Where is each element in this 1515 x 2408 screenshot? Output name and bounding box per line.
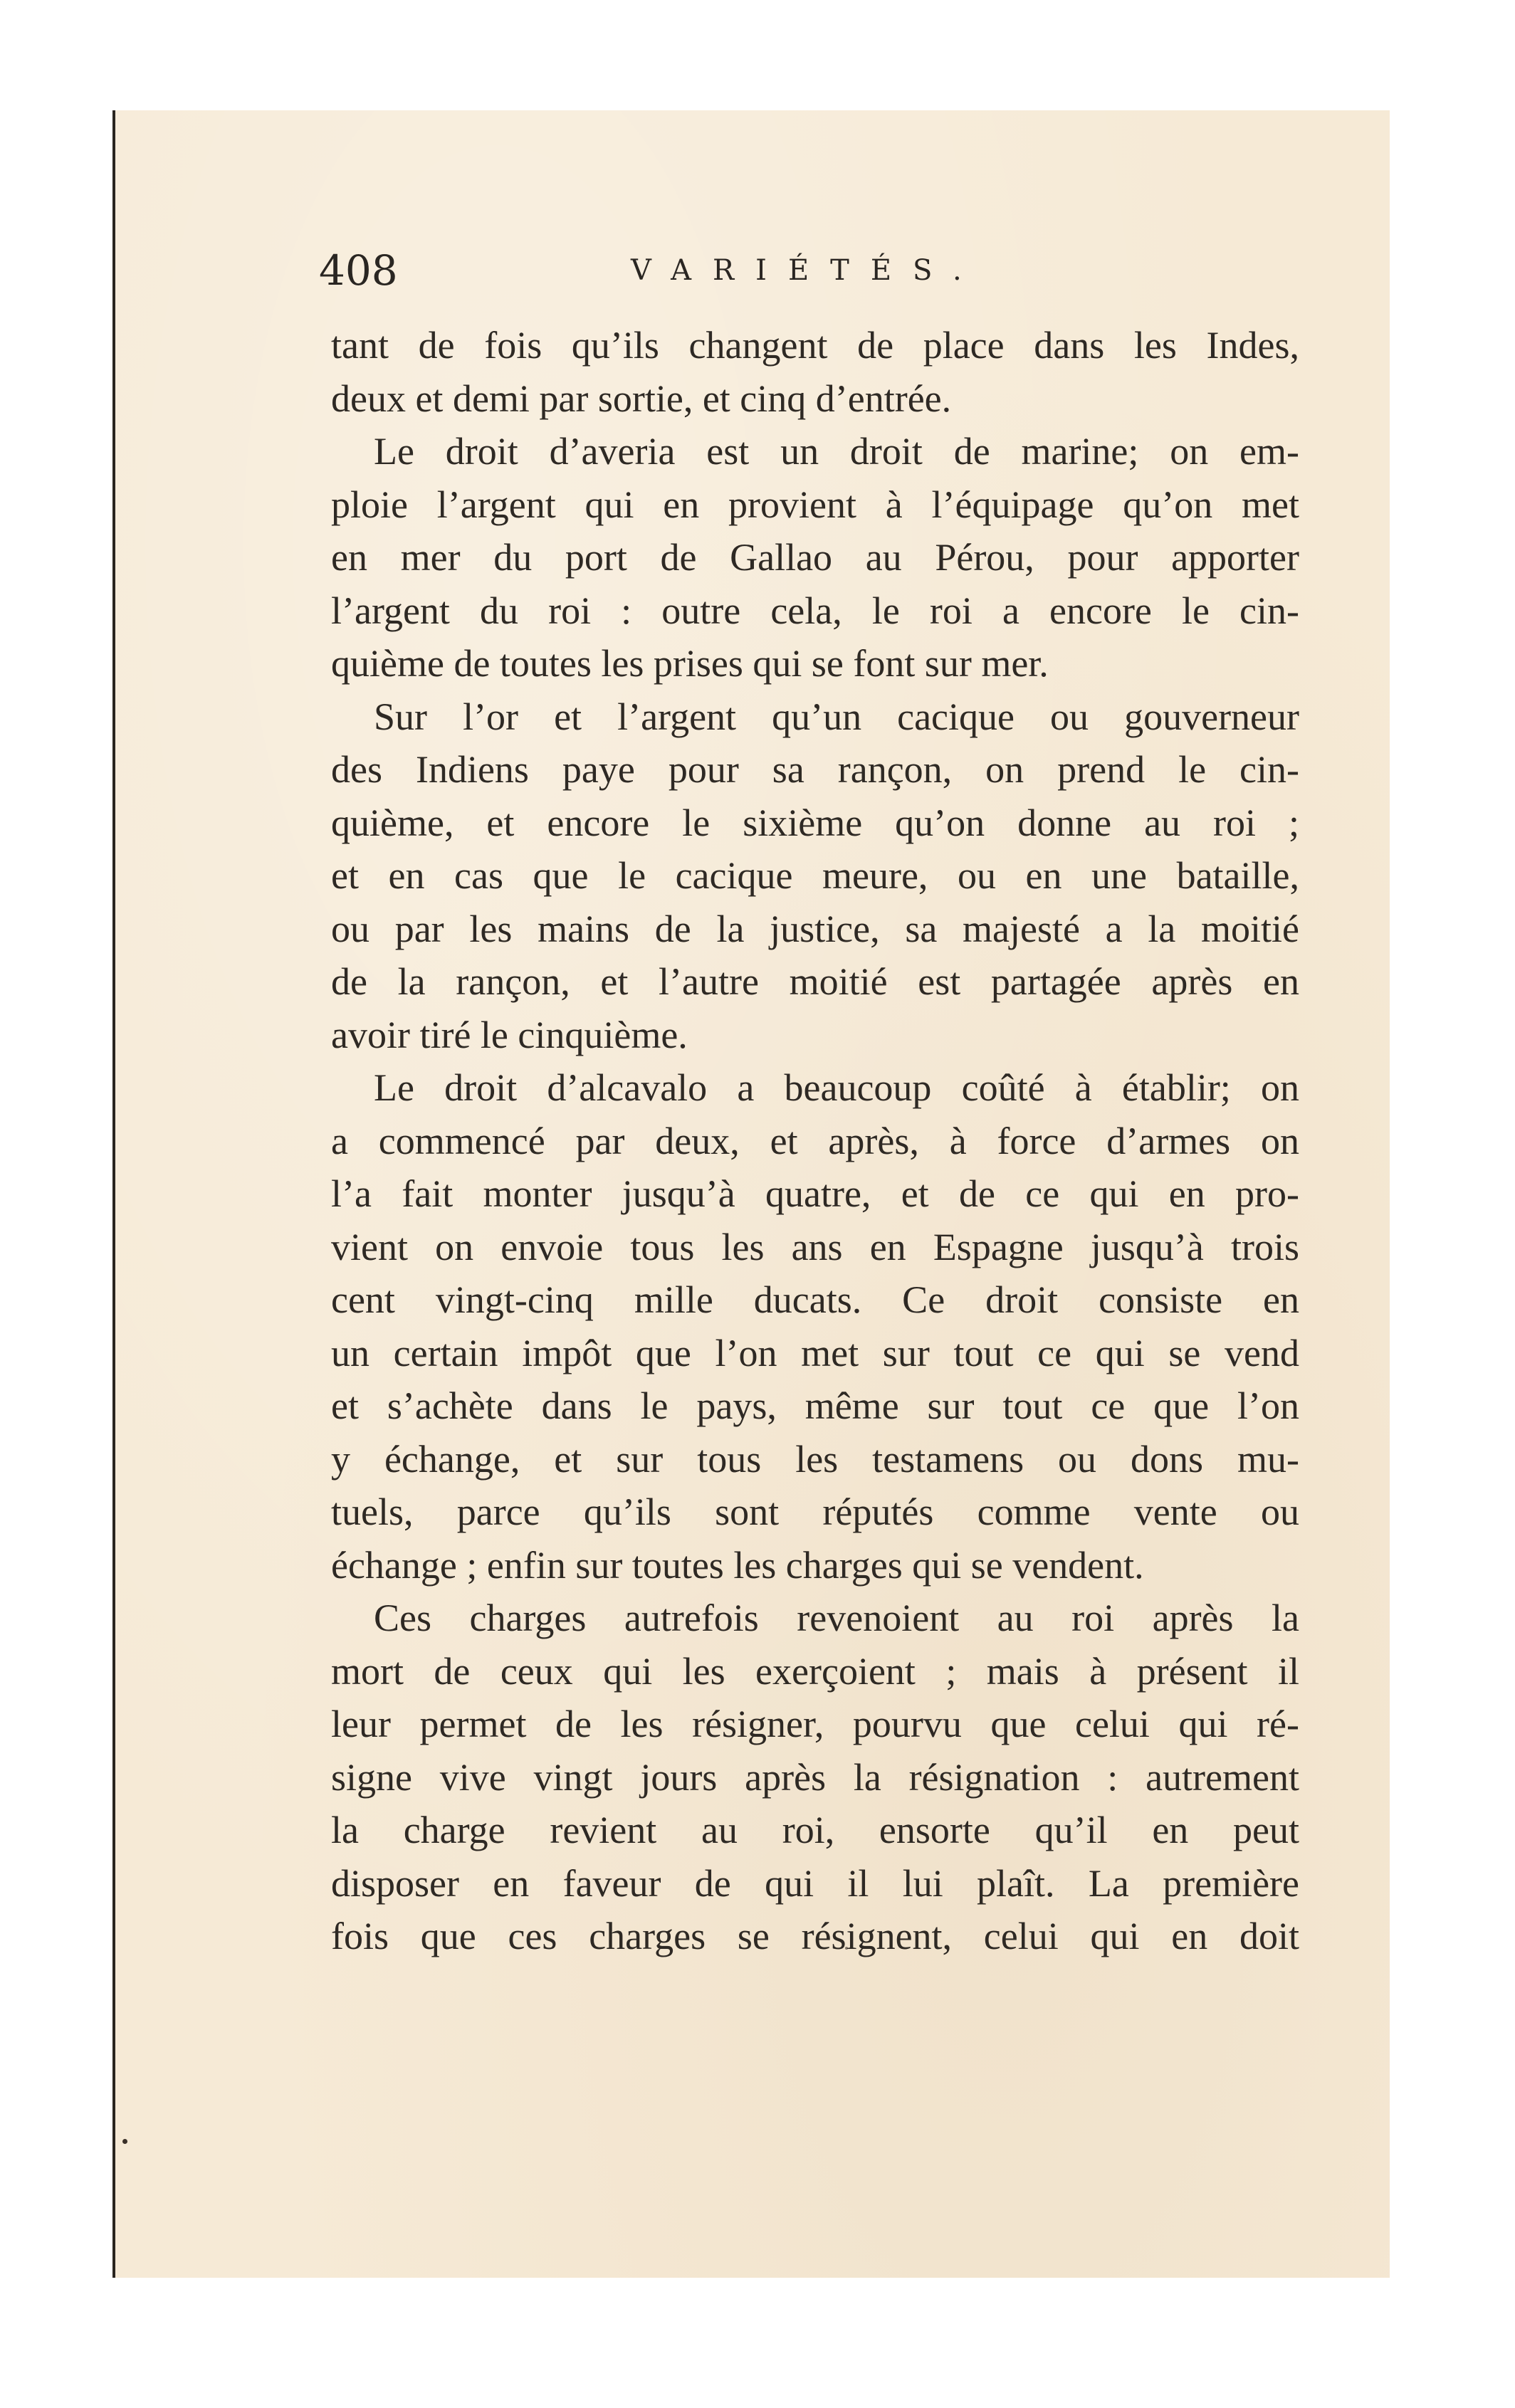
text-line: quième de toutes les prises qui se font sur mer. bbox=[331, 642, 1049, 685]
text-line: des Indiens paye pour sa rançon, on prend le cin- bbox=[331, 748, 1299, 791]
page-header bbox=[319, 246, 1316, 295]
text-line: leur permet de les résigner, pourvu que celui qui ré- bbox=[331, 1703, 1299, 1745]
text-line: fois que ces charges se résignent, celui qui en doit bbox=[331, 1915, 1299, 1957]
ink-speck bbox=[122, 2139, 127, 2144]
text-line: ploie l’argent qui en provient à l’équipage qu’on met bbox=[331, 483, 1299, 526]
text-line: tuels, parce qu’ils sont réputés comme vente ou bbox=[331, 1490, 1299, 1533]
text-line: quième, et encore le sixième qu’on donne au roi ; bbox=[331, 801, 1299, 844]
text-line: Sur l’or et l’argent qu’un cacique ou gouverneur bbox=[374, 695, 1299, 738]
text-line: disposer en faveur de qui il lui plaît. La première bbox=[331, 1861, 1299, 1905]
text-line: avoir tiré le cinquième. bbox=[331, 1013, 688, 1056]
text-line: tant de fois qu’ils changent de place dans les Indes, bbox=[331, 324, 1299, 367]
text-line: l’a fait monter jusqu’à quatre, et de ce qui en pro- bbox=[331, 1172, 1299, 1215]
text-line: deux et demi par sortie, et cinq d’entrée. bbox=[331, 377, 952, 420]
text-line: en mer du port de Gallao au Pérou, pour apporter bbox=[331, 536, 1299, 579]
text-line: Le droit d’averia est un droit de marine; on em- bbox=[374, 430, 1299, 473]
text-line: et en cas que le cacique meure, ou en une bataille, bbox=[331, 854, 1299, 897]
text-line: ou par les mains de la justice, sa majesté a la moitié bbox=[331, 907, 1299, 950]
text-line: et s’achète dans le pays, même sur tout ce que l’on bbox=[331, 1384, 1299, 1427]
text-line: y échange, et sur tous les testamens ou dons mu- bbox=[331, 1437, 1299, 1481]
body-text bbox=[331, 319, 1299, 1963]
text-line: l’argent du roi : outre cela, le roi a encore le cin- bbox=[331, 589, 1299, 632]
text-line: échange ; enfin sur toutes les charges qui se vendent. bbox=[331, 1543, 1144, 1587]
running-title: VARIÉTÉS. bbox=[631, 254, 983, 287]
text-line: signe vive vingt jours après la résignation : autrement bbox=[331, 1755, 1299, 1799]
text-line: vient on envoie tous les ans en Espagne jusqu’à trois bbox=[331, 1225, 1299, 1268]
text-line: de la rançon, et l’autre moitié est partagée après en bbox=[331, 960, 1299, 1003]
text-line: mort de ceux qui les exerçoient ; mais à présent il bbox=[331, 1649, 1299, 1693]
text-line: Le droit d’alcavalo a beaucoup coûté à établir; on bbox=[374, 1066, 1299, 1109]
text-line: cent vingt-cinq mille ducats. Ce droit consiste en bbox=[331, 1278, 1299, 1321]
text-line: Ces charges autrefois revenoient au roi après la bbox=[374, 1597, 1299, 1639]
page-number: 408 bbox=[319, 246, 398, 295]
text-line: la charge revient au roi, ensorte qu’il en peut bbox=[331, 1809, 1299, 1851]
text-line: a commencé par deux, et après, à force d’armes on bbox=[331, 1119, 1299, 1162]
text-line: un certain impôt que l’on met sur tout ce qui se vend bbox=[331, 1331, 1299, 1374]
